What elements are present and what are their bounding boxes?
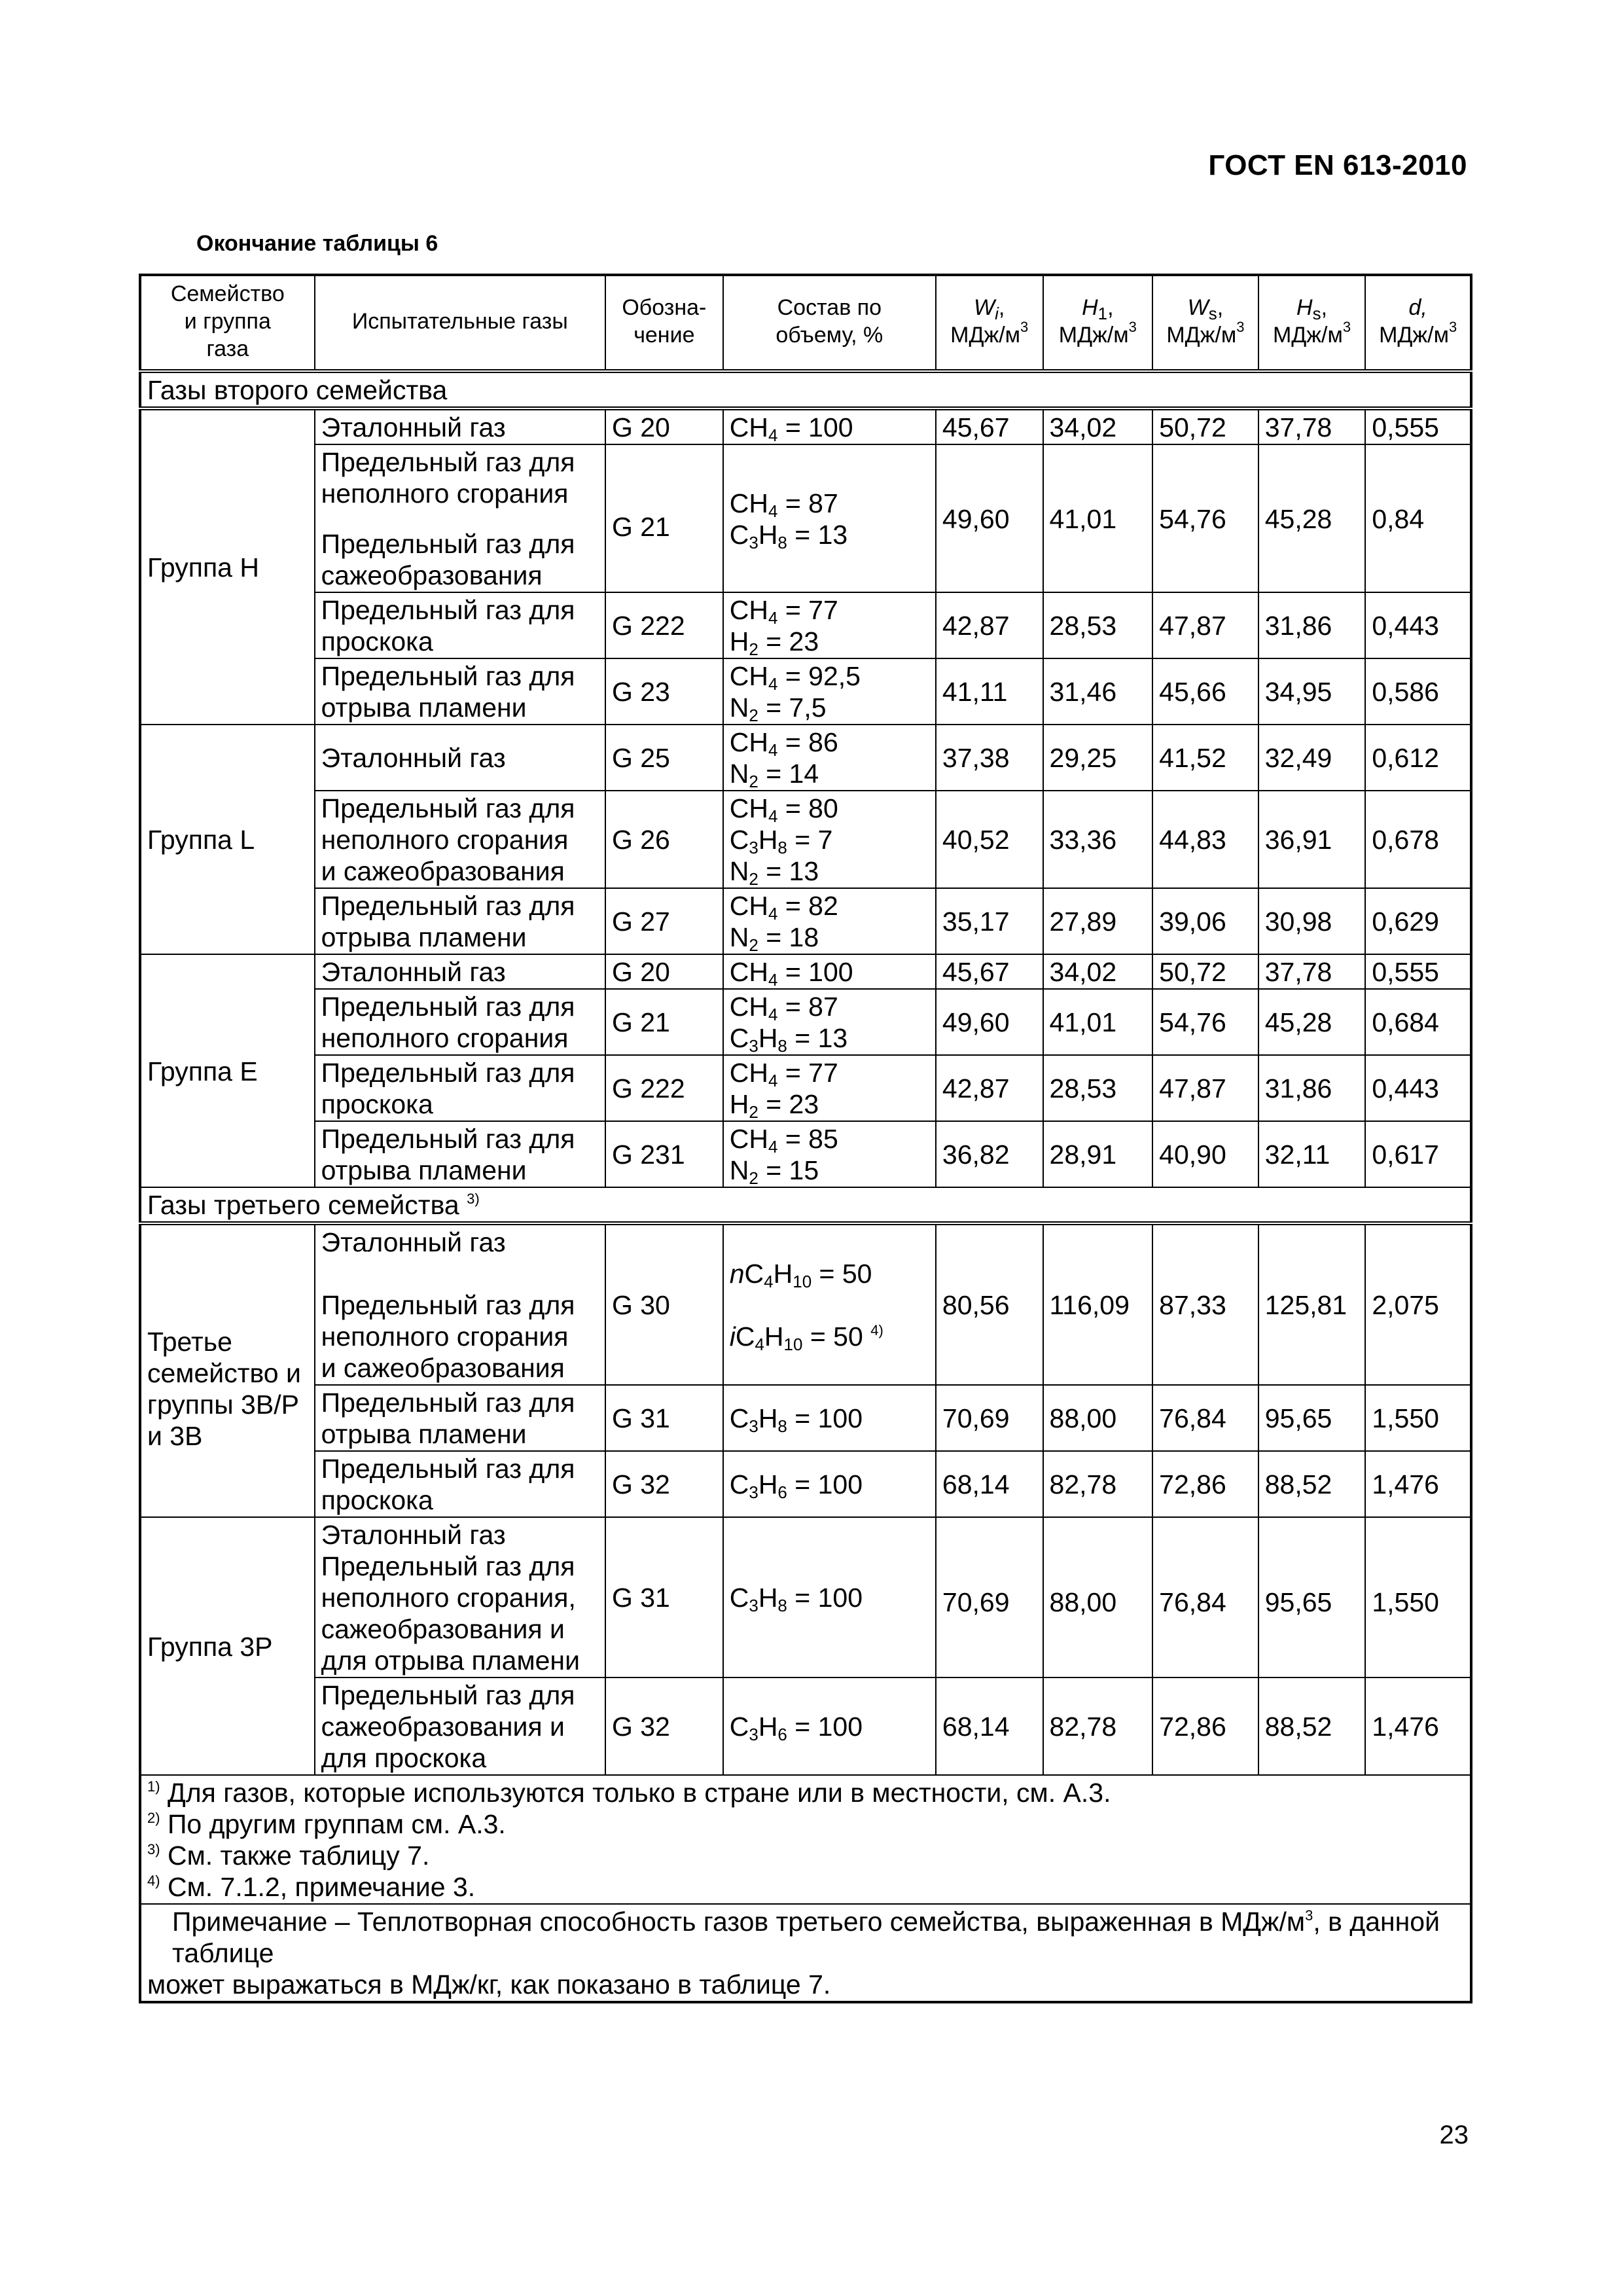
- value-cell: 34,95: [1258, 658, 1366, 725]
- col-header-h1: $H_1$, МДж/$м^3$: [1043, 275, 1153, 371]
- gas-name-cell: Предельный газ для проскока: [315, 592, 605, 658]
- value-cell: 45,28: [1258, 989, 1366, 1055]
- value-cell: 0,84: [1365, 444, 1471, 592]
- col-header-family: Семейство и группа газа: [140, 275, 315, 371]
- value-cell: 45,66: [1152, 658, 1258, 725]
- value-cell: 34,02: [1043, 954, 1153, 989]
- value-cell: 82,78: [1043, 1451, 1153, 1517]
- composition-cell: $nC_4H_{10} = 50$ $iC_4H_{10} = 50$ $^{4)}$: [723, 1223, 936, 1385]
- value-cell: 27,89: [1043, 888, 1153, 954]
- value-cell: 42,87: [936, 592, 1043, 658]
- value-cell: 47,87: [1152, 1055, 1258, 1121]
- composition-cell: $CH_4 = 87$ $C_3H_8 = 13$: [723, 989, 936, 1055]
- col-header-wi: $W_i$, МДж/$м^3$: [936, 275, 1043, 371]
- value-cell: 88,00: [1043, 1517, 1153, 1677]
- value-cell: 32,11: [1258, 1121, 1366, 1187]
- value-cell: 68,14: [936, 1451, 1043, 1517]
- gas-name-cell: Предельный газ для проскока: [315, 1451, 605, 1517]
- gas-name-cell: Предельный газ для сажеобразования и для проскока: [315, 1677, 605, 1775]
- value-cell: 0,612: [1365, 725, 1471, 791]
- value-cell: 39,06: [1152, 888, 1258, 954]
- designation-cell: G 20: [605, 954, 723, 989]
- gas-name-cell: Предельный газ для неполного сгорания и сажеобразования: [315, 791, 605, 888]
- value-cell: 95,65: [1258, 1517, 1366, 1677]
- value-cell: 45,67: [936, 408, 1043, 444]
- designation-cell: G 31: [605, 1385, 723, 1451]
- table-row: [140, 989, 1471, 1055]
- col-header-composition: Состав по объему, %: [723, 275, 936, 371]
- table-row: [140, 791, 1471, 888]
- composition-cell: $CH_4 = 86$ $N_2 = 14$: [723, 725, 936, 791]
- value-cell: 37,78: [1258, 954, 1366, 989]
- value-cell: 50,72: [1152, 954, 1258, 989]
- header-row: [140, 275, 1471, 371]
- table-row: [140, 1385, 1471, 1451]
- value-cell: 36,82: [936, 1121, 1043, 1187]
- value-cell: 28,53: [1043, 592, 1153, 658]
- footnote: $^{4)}$ См. 7.1.2, примечание 3.: [147, 1872, 476, 1902]
- value-cell: 40,52: [936, 791, 1043, 888]
- gas-name-cell: Предельный газ для проскока: [315, 1055, 605, 1121]
- value-cell: 28,53: [1043, 1055, 1153, 1121]
- designation-cell: G 25: [605, 725, 723, 791]
- gas-name-cell: Эталонный газ: [315, 408, 605, 444]
- value-cell: 37,78: [1258, 408, 1366, 444]
- gas-name-cell: Предельный газ для сажеобразования: [315, 510, 605, 592]
- group-cell: Группа L: [140, 725, 315, 954]
- composition-cell: $CH_4 = 87$ $C_3H_8 = 13$: [723, 444, 936, 592]
- value-cell: 0,443: [1365, 1055, 1471, 1121]
- family-title: Газы третьего семейства $^{3)}$: [140, 1187, 1471, 1223]
- value-cell: 29,25: [1043, 725, 1153, 791]
- composition-cell: $CH_4 = 77$ $H_2 = 23$: [723, 592, 936, 658]
- gas-name-cell: Предельный газ для отрыва пламени: [315, 1121, 605, 1187]
- table-caption: Окончание таблицы 6: [196, 231, 438, 256]
- value-cell: 31,86: [1258, 592, 1366, 658]
- table-row: [140, 444, 1471, 510]
- value-cell: 50,72: [1152, 408, 1258, 444]
- table-row: [140, 1121, 1471, 1187]
- value-cell: 0,684: [1365, 989, 1471, 1055]
- table-row: [140, 658, 1471, 725]
- designation-cell: G 20: [605, 408, 723, 444]
- composition-cell: $CH_4 = 80$ $C_3H_8 = 7$ $N_2 = 13$: [723, 791, 936, 888]
- value-cell: 0,555: [1365, 954, 1471, 989]
- composition-cell: $C_3H_6 = 100$: [723, 1451, 936, 1517]
- value-cell: 54,76: [1152, 989, 1258, 1055]
- value-cell: 68,14: [936, 1677, 1043, 1775]
- value-cell: 125,81: [1258, 1223, 1366, 1385]
- value-cell: 49,60: [936, 989, 1043, 1055]
- value-cell: 2,075: [1365, 1223, 1471, 1385]
- composition-cell: $CH_4 = 100$: [723, 408, 936, 444]
- value-cell: 49,60: [936, 444, 1043, 592]
- col-header-d: d, МДж/$м^3$: [1365, 275, 1471, 371]
- value-cell: 31,46: [1043, 658, 1153, 725]
- value-cell: 0,555: [1365, 408, 1471, 444]
- value-cell: 0,678: [1365, 791, 1471, 888]
- footnote: $^{3)}$ См. также таблицу 7.: [147, 1840, 430, 1871]
- footnote: $^{1)}$ Для газов, которые используются только в стране или в местности, см. А.3.: [147, 1778, 1111, 1808]
- remark: Примечание – Теплотворная способность газов третьего семейства, выраженная в МДж/$м^3$, в данной таблице может выражаться в МДж/кг, как показано в таблице 7.: [140, 1904, 1471, 2002]
- value-cell: 87,33: [1152, 1223, 1258, 1385]
- composition-cell: $CH_4 = 77$ $H_2 = 23$: [723, 1055, 936, 1121]
- value-cell: 1,476: [1365, 1677, 1471, 1775]
- gas-name-cell: Предельный газ для неполного сгорания: [315, 444, 605, 510]
- designation-cell: G 222: [605, 1055, 723, 1121]
- value-cell: 80,56: [936, 1223, 1043, 1385]
- value-cell: 1,550: [1365, 1517, 1471, 1677]
- col-header-gases: Испытательные газы: [315, 275, 605, 371]
- value-cell: 0,617: [1365, 1121, 1471, 1187]
- table-row: [140, 1451, 1471, 1517]
- value-cell: 31,86: [1258, 1055, 1366, 1121]
- value-cell: 82,78: [1043, 1677, 1153, 1775]
- value-cell: 30,98: [1258, 888, 1366, 954]
- composition-cell: $CH_4 = 92,5$ $N_2 = 7,5$: [723, 658, 936, 725]
- value-cell: 40,90: [1152, 1121, 1258, 1187]
- designation-cell: G 30: [605, 1223, 723, 1385]
- value-cell: 34,02: [1043, 408, 1153, 444]
- footnote: $^{2)}$ По другим группам см. А.3.: [147, 1809, 506, 1839]
- value-cell: 36,91: [1258, 791, 1366, 888]
- gas-name-cell: Предельный газ для отрыва пламени: [315, 1385, 605, 1451]
- designation-cell: G 32: [605, 1677, 723, 1775]
- gas-name-cell: Эталонный газ Предельный газ для неполного сгорания и сажеобразования: [315, 1223, 605, 1385]
- table-row: [140, 592, 1471, 658]
- value-cell: 70,69: [936, 1517, 1043, 1677]
- table-row: [140, 725, 1471, 791]
- table-row: [140, 1223, 1471, 1385]
- composition-cell: $C_3H_8 = 100$: [723, 1385, 936, 1451]
- table-row: [140, 1055, 1471, 1121]
- value-cell: 0,443: [1365, 592, 1471, 658]
- designation-cell: G 222: [605, 592, 723, 658]
- value-cell: 70,69: [936, 1385, 1043, 1451]
- designation-cell: G 32: [605, 1451, 723, 1517]
- composition-cell: $CH_4 = 85$ $N_2 = 15$: [723, 1121, 936, 1187]
- composition-cell: $C_3H_8 = 100$: [723, 1517, 936, 1677]
- value-cell: 41,52: [1152, 725, 1258, 791]
- footnotes: [140, 1775, 1471, 1904]
- value-cell: 32,49: [1258, 725, 1366, 791]
- family-row: [140, 1187, 1471, 1223]
- gas-name-cell: Предельный газ для неполного сгорания: [315, 989, 605, 1055]
- value-cell: 37,38: [936, 725, 1043, 791]
- table-row: [140, 954, 1471, 989]
- designation-cell: G 21: [605, 444, 723, 592]
- value-cell: 95,65: [1258, 1385, 1366, 1451]
- composition-cell: $CH_4 = 82$ $N_2 = 18$: [723, 888, 936, 954]
- col-header-ws: $W_s$, МДж/$м^3$: [1152, 275, 1258, 371]
- table-row: [140, 888, 1471, 954]
- gas-table: [139, 274, 1472, 2003]
- page-number: 23: [1439, 2121, 1469, 2149]
- remark-row: [140, 1904, 1471, 2002]
- value-cell: 47,87: [1152, 592, 1258, 658]
- value-cell: 44,83: [1152, 791, 1258, 888]
- value-cell: 45,67: [936, 954, 1043, 989]
- value-cell: 0,586: [1365, 658, 1471, 725]
- designation-cell: G 21: [605, 989, 723, 1055]
- group-cell: Группа H: [140, 408, 315, 725]
- value-cell: 35,17: [936, 888, 1043, 954]
- table-row: [140, 408, 1471, 444]
- gas-table-wrapper: [139, 274, 1472, 2003]
- table-row: [140, 1517, 1471, 1677]
- value-cell: 1,550: [1365, 1385, 1471, 1451]
- value-cell: 41,01: [1043, 444, 1153, 592]
- family-row: [140, 371, 1471, 408]
- value-cell: 116,09: [1043, 1223, 1153, 1385]
- family-title: Газы второго семейства: [140, 371, 1471, 408]
- designation-cell: G 27: [605, 888, 723, 954]
- col-header-designation: Обозна- чение: [605, 275, 723, 371]
- value-cell: 76,84: [1152, 1385, 1258, 1451]
- group-cell: Группа E: [140, 954, 315, 1187]
- value-cell: 72,86: [1152, 1451, 1258, 1517]
- gas-name-cell: Эталонный газ: [315, 725, 605, 791]
- value-cell: 1,476: [1365, 1451, 1471, 1517]
- gas-name-cell: Предельный газ для отрыва пламени: [315, 888, 605, 954]
- value-cell: 54,76: [1152, 444, 1258, 592]
- value-cell: 28,91: [1043, 1121, 1153, 1187]
- gas-name-cell: Эталонный газ Предельный газ для неполного сгорания, сажеобразования и для отрыва пламени: [315, 1517, 605, 1677]
- composition-cell: $C_3H_6 = 100$: [723, 1677, 936, 1775]
- table-row: [140, 1677, 1471, 1775]
- composition-cell: $CH_4 = 100$: [723, 954, 936, 989]
- designation-cell: G 31: [605, 1517, 723, 1677]
- gas-name-cell: Предельный газ для отрыва пламени: [315, 658, 605, 725]
- value-cell: 76,84: [1152, 1517, 1258, 1677]
- designation-cell: G 23: [605, 658, 723, 725]
- group-cell: Группа 3P: [140, 1517, 315, 1775]
- col-header-hs: $H_s$, МДж/$м^3$: [1258, 275, 1366, 371]
- value-cell: 0,629: [1365, 888, 1471, 954]
- designation-cell: G 26: [605, 791, 723, 888]
- document-code: ГОСТ EN 613-2010: [1208, 149, 1467, 181]
- value-cell: 42,87: [936, 1055, 1043, 1121]
- value-cell: 33,36: [1043, 791, 1153, 888]
- value-cell: 88,52: [1258, 1677, 1366, 1775]
- group-cell: Третье семейство и группы 3В/P и 3В: [140, 1223, 315, 1517]
- value-cell: 88,00: [1043, 1385, 1153, 1451]
- designation-cell: G 231: [605, 1121, 723, 1187]
- gas-name-cell: Эталонный газ: [315, 954, 605, 989]
- footnotes-row: [140, 1775, 1471, 1904]
- value-cell: 88,52: [1258, 1451, 1366, 1517]
- value-cell: 72,86: [1152, 1677, 1258, 1775]
- value-cell: 45,28: [1258, 444, 1366, 592]
- value-cell: 41,11: [936, 658, 1043, 725]
- value-cell: 41,01: [1043, 989, 1153, 1055]
